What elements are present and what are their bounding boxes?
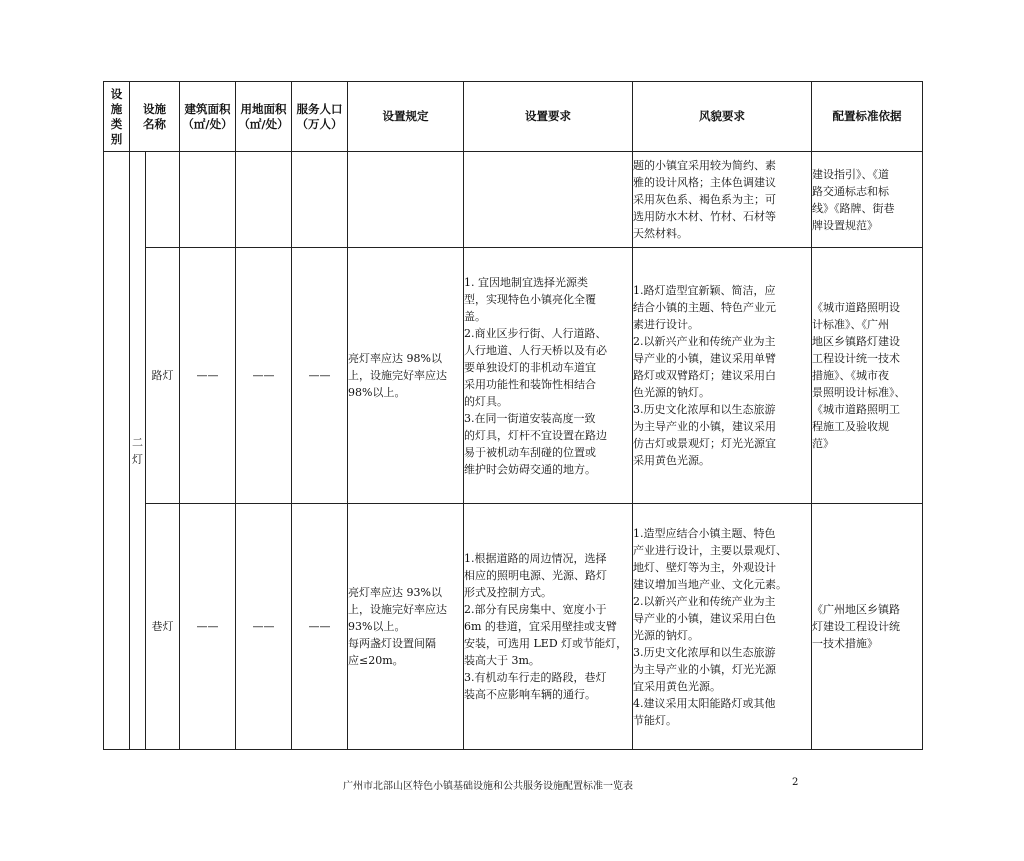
requirement-cell: 1. 宜因地制宜选择光源类 型，实现特色小镇亮化全覆 盖。 2.商业区步行街、人行道路、 人行地道、人行天桥以及有必 要单独设灯的非机动车道宜 采用功能性和装饰性相结合 的灯具。 3.在同一街道安装高度一致 的灯具，灯杆不宜设置在路边 易于被机动车刮碰的位置或 维护时会妨碍交通的地方。: [464, 248, 633, 504]
style-cell: 1.路灯造型宜新颖、简洁，应 结合小镇的主题、特色产业元 素进行设计。 2.以新兴产业和传统产业为主 导产业的小镇，建议采用单臂 路灯或双臂路灯；建议采用白 色光源的钠灯。 3.历史文化浓厚和以生态旅游 为主导产业的小镇，建议采用 仿古灯或景观灯；灯光光源宜 采用黄色光源。: [633, 248, 812, 504]
requirement-cell: 1.根据道路的周边情况，选择 相应的照明电源、光源、路灯 形式及控制方式。 2.部分有民房集中、宽度小于 6m 的巷道，宜采用壁挂或支臂 安装，可选用 LED 灯或节能灯， 装高大于 3m。 3.有机动车行走的路段，巷灯 装高不应影响车辆的通行。: [464, 504, 633, 750]
header-style: 风貌要求: [633, 82, 812, 152]
standards-table: [103, 81, 923, 750]
page-number: 2: [792, 777, 799, 788]
category-outer: [104, 152, 130, 750]
facility-name-street-light: 路灯: [146, 248, 180, 504]
building-area-cell: ——: [180, 248, 236, 504]
building-area-cell: ——: [180, 504, 236, 750]
header-population: 服务人口 （万人）: [292, 82, 348, 152]
population-cell: ——: [292, 248, 348, 504]
rule-cell: 亮灯率应达 93%以 上，设施完好率应达 93%以上。 每两盏灯设置间隔 应≤20m。: [348, 504, 464, 750]
table-row-street-light: [104, 248, 923, 504]
footer-title: 广州市北部山区特色小镇基础设施和公共服务设施配置标准一览表: [343, 781, 633, 792]
land-area-cell: ——: [236, 248, 292, 504]
header-rule: 设置规定: [348, 82, 464, 152]
style-cell: 1.造型应结合小镇主题、特色 产业进行设计，主要以景观灯、 地灯、壁灯等为主，外观设计 建议增加当地产业、文化元素。 2.以新兴产业和传统产业为主 导产业的小镇，建议采用白色 光源的钠灯。 3.历史文化浓厚和以生态旅游 为主导产业的小镇，灯光光源 宜采用黄色光源。 4.建议采用太阳能路灯或其他 节能灯。: [633, 504, 812, 750]
basis-cell-continued: 建设指引》、《道 路交通标志和标 线》《路牌、街巷 牌设置规范》: [812, 152, 923, 248]
header-building-area: 建筑面积 （㎡/处）: [180, 82, 236, 152]
header-row: [104, 82, 923, 152]
header-category: 设 施 类 别: [104, 82, 130, 152]
header-facility-name: 设施 名称: [130, 82, 180, 152]
header-basis: 配置标准依据: [812, 82, 923, 152]
header-requirement: 设置要求: [464, 82, 633, 152]
population-cell: ——: [292, 504, 348, 750]
land-area-cell: ——: [236, 504, 292, 750]
header-land-area: 用地面积 （㎡/处）: [236, 82, 292, 152]
rule-cell: 亮灯率应达 98%以 上，设施完好率应达 98%以上。: [348, 248, 464, 504]
table-row-continued: [104, 152, 923, 248]
table-row-alley-light: [104, 504, 923, 750]
basis-cell: 《城市道路照明设 计标准》、《广州 地区乡镇路灯建设 工程设计统一技术 措施》、《城市夜 景照明设计标准》、 《城市道路照明工 程施工及验收规 范》: [812, 248, 923, 504]
category-cell: 二 灯: [130, 152, 146, 750]
style-cell-continued: 题的小镇宜采用较为简约、素 雅的设计风格；主体色调建议 采用灰色系、褐色系为主；可 选用防水木材、竹材、石材等 天然材料。: [633, 152, 812, 248]
basis-cell: 《广州地区乡镇路 灯建设工程设计统 一技术措施》: [812, 504, 923, 750]
facility-name-alley-light: 巷灯: [146, 504, 180, 750]
